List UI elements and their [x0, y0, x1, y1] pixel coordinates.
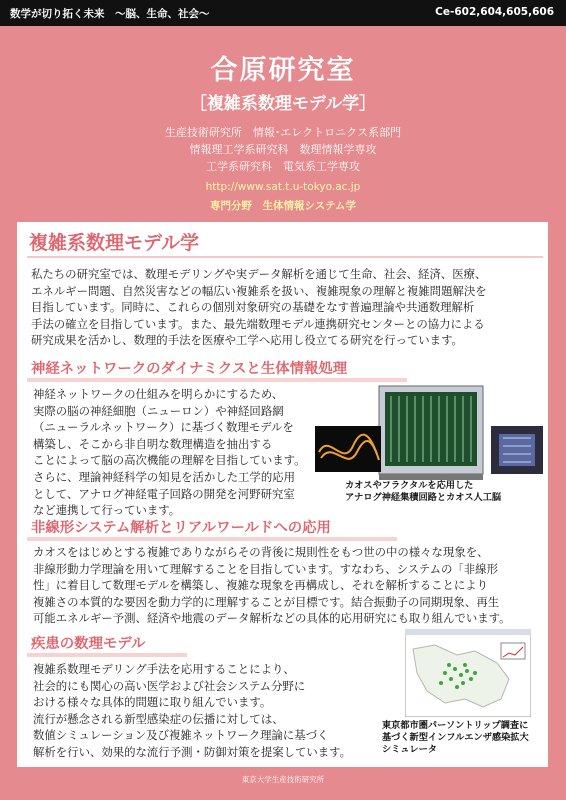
intro-paragraph: 私たちの研究室では、数理モデリングや実データ解析を通じて生命、社会、経済、医療、 エネルギー問題、自然災害などの幅広い複雑系を扱い、複雑現象の理解と複雑問題解決を 目指しています。同時に、これらの個別対象研究の基礎をなす普遍理論や共通数理解析 手法の確立を目指しています。また、最先端数理モデル連携研究センターとの協力による 研究成果を活かし、数理的手法を医療や工学へ応用し役立てる研究を行っています。 — [31, 267, 487, 348]
simulator-caption: 東京都市圏パーソントリップ調査に 基づく新型インフルエンザ感染拡大 シミュレータ — [382, 720, 529, 755]
lab-url-link[interactable]: http://www.sat.t.u-tokyo.ac.jp — [205, 181, 361, 193]
room-numbers: Ce-602,604,605,606 — [435, 6, 554, 18]
main-heading: 複雑系数理モデル学 — [29, 232, 200, 254]
heading-divider — [27, 256, 543, 258]
nonlinear-paragraph: カオスをはじめとする複雑でありながらその背後に規則性をもつ世の中の様々な現象を、 非線形動力学理論を用いて理解することを目指しています。すなわち、システムの「非線形 性」に着目して数理モデルを構築し、複雑な現象を再構成し、それを解析することにより 複雑さの本質的な要因を動力学的に理解することが目標です。結合振動子の同期現象、再生 可能エネルギー予測、経済や地震のデータ解析などの具体的応用研究にも取り組んでいます。 — [33, 545, 511, 626]
specialty-field: 専門分野 生体情報システム学 — [210, 200, 356, 212]
lab-subtitle: ［複雑系数理モデル学］ — [189, 94, 377, 114]
chip-caption: カオスやフラクタルを応用した アナログ神経集積回路とカオス人工脳 — [345, 480, 502, 503]
disease-paragraph: 複雑系数理モデリング手法を応用することにより、 社会的にも関心の高い医学および社会システム分野に おける様々な具体的問題に取り組んでいます。 流行が懸念される新型感染症の伝播に対しては、 数値シミュレーション及び複雑ネットワーク理論に基づく 解析を行い、効果的な流行予測・防御対策を提案しています。 — [33, 662, 352, 759]
lab-title: 合原研究室 — [210, 55, 356, 86]
affiliation-line: 工学系研究科 電気系工学専攻 — [206, 160, 360, 173]
top-bar — [0, 0, 566, 26]
content-panel — [17, 222, 548, 767]
footer-institute: 東京大学生産技術研究所 — [241, 775, 325, 784]
section-title-disease: 疾患の数理モデル — [31, 636, 146, 652]
affiliation-line: 生産技術研究所 情報･エレクトロニクス系部門 — [164, 126, 402, 139]
section-title-neural: 神経ネットワークのダイナミクスと生体情報処理 — [31, 361, 348, 377]
section-underline — [27, 653, 187, 657]
affiliation-line: 情報理工学系研究科 数理情報学専攻 — [189, 143, 377, 156]
neural-paragraph: 神経ネットワークの仕組みを明らかにするため、 実際の脳の神経細胞（ニューロン）や神経回路網 （ニューラルネットワーク）に基づく数理モデルを 構築し、そこから非自明な数理構造を抽出する ことによって脳の高次機能の理解を目指しています。 さらに、理論神経科学の知見を活かした工学的応用 として、アナログ神経電子回路の開発を河野研究室 など連携して行っています。 — [33, 387, 306, 518]
series-title: 数学が切り拓く未来 〜脳、生命、社会〜 — [10, 8, 210, 20]
section-underline — [27, 537, 397, 541]
section-title-nonlinear: 非線形システム解析とリアルワールドへの応用 — [31, 520, 331, 536]
lab-header — [0, 26, 566, 220]
infection-simulator-map-image — [405, 629, 531, 717]
